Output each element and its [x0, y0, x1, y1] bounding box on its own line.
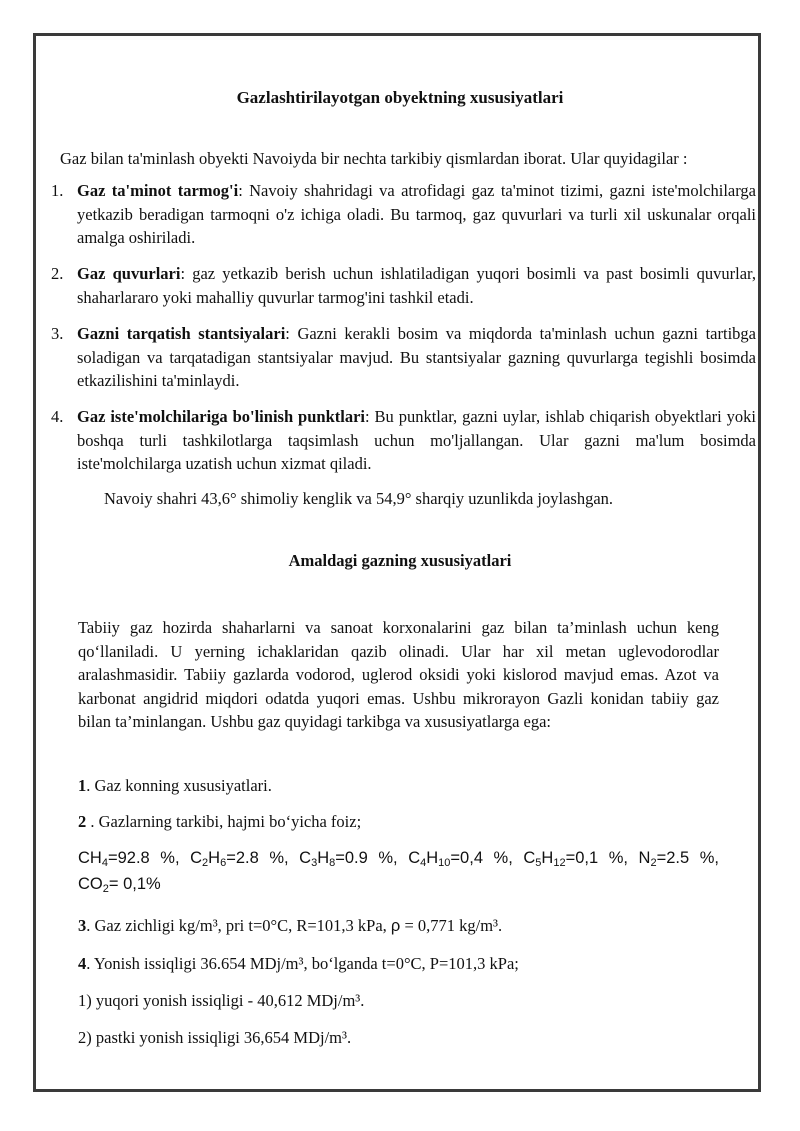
list-item-heading: Gaz ta'minot tarmog'i — [77, 181, 239, 200]
list-item-heading: Gazni tarqatish stantsiyalari — [77, 324, 286, 343]
list-number: 3. — [51, 324, 64, 343]
list-number: 4. — [51, 407, 64, 426]
gas-composition-line — [78, 846, 719, 871]
intro-paragraph: Gaz bilan ta'minlash obyekti Navoiyda bir nechta tarkibiy qismlardan iborat. Ular quyidagilar : — [60, 149, 688, 168]
property-2 — [78, 810, 718, 834]
list-item-text: : Gazni kerakli bosim va miqdorda ta'minlash uchun gazni tartibga soladigan va tarqatadigan stantsiyalar mavjud. Bu stantsiyalar gazning quvurlarga tegishli bosimda etkazilishini ta'minlaydi. — [77, 324, 756, 390]
component-co2: $CO_2= 0,1\%$ — [78, 875, 161, 895]
property-text: . Gazlarning tarkibi, hajmi bo‘yicha foiz; — [86, 812, 362, 831]
rho-symbol: ρ — [390, 917, 401, 935]
property-number: 2 — [78, 812, 87, 831]
document-page — [33, 33, 761, 1092]
property-text: = 0,771 kg/m³. — [400, 916, 503, 935]
component-c3h8: $C_3H_8=0.9$ %, — [299, 849, 409, 869]
list-item — [51, 262, 756, 309]
list-item-body — [77, 405, 756, 476]
property-number: 1 — [78, 776, 87, 795]
description-paragraph: Tabiiy gaz hozirda shaharlarni va sanoat korxonalarini gaz bilan ta’minlash uchun keng qo‘llaniladi. U yerning ichaklaridan qazib olinadi. Ular har xil metan uglevodorodlar aralashmasidir. Tabiiy gazlarda vodorod, uglerod oksidi yoki kislorod mavjud emas. Azot va karbonat angidrid miqdori odatda yuqori emas. Ushbu mikrorayon Gazli konidan tabiiy gaz bilan ta’minlangan. Ushbu gaz quyidagi tarkibga va xususiyatlarga ega: — [78, 618, 719, 731]
property-text: . Yonish issiqligi 36.654 MDj/m³, bo‘lganda t=0°C, P=101,3 kPa; — [86, 954, 519, 973]
higher-heating-value: 1) yuqori yonish issiqligi - 40,612 MDj/m³. — [78, 991, 365, 1010]
property-number: 4 — [78, 954, 87, 973]
property-1 — [78, 774, 718, 798]
property-number: 3 — [78, 916, 87, 935]
list-item — [51, 405, 756, 475]
list-number: 2. — [51, 264, 64, 283]
list-item — [51, 179, 756, 249]
list-item — [51, 322, 756, 392]
list-item-body — [77, 322, 756, 393]
component-c5h12: $C_5H_{12}=0,1$ %, — [523, 849, 639, 869]
component-c4h10: $C_4H_{10}=0,4$ %, — [408, 849, 524, 869]
list-item-body — [77, 262, 756, 309]
location-paragraph: Navoiy shahri 43,6° shimoliy kenglik va 54,9° sharqiy uzunlikda joylashgan. — [104, 489, 614, 508]
component-ch4: $CH_4=92.8$ %, — [78, 849, 191, 869]
component-n2: $N_2=2.5$ %, — [638, 849, 719, 869]
lower-heating-value: 2) pastki yonish issiqligi 36,654 MDj/m³. — [78, 1028, 352, 1047]
document-title: Gazlashtirilayotgan obyektning xususiyatlari — [236, 88, 564, 107]
property-4 — [78, 952, 718, 976]
property-text: . Gaz zichligi kg/m³, pri t=0°C, R=101,3 kPa, — [86, 916, 391, 935]
list-number: 1. — [51, 181, 64, 200]
section-subtitle: Amaldagi gazning xususiyatlari — [288, 551, 512, 570]
property-text: . Gaz konning xususiyatlari. — [86, 776, 272, 795]
list-item-heading: Gaz quvurlari — [77, 264, 181, 283]
component-c2h6: $C_2H_6=2.8$ %, — [190, 849, 300, 869]
list-item-text: : gaz yetkazib berish uchun ishlatiladigan yuqori bosimli va past bosimli quvurlar, shaharlararo yoki mahalliy quvurlar tarmog'ini tashkil etadi. — [77, 264, 756, 307]
property-3 — [78, 914, 718, 939]
list-item-heading: Gaz iste'molchilariga bo'linish punktlari — [77, 407, 366, 426]
list-item-body — [77, 179, 756, 250]
list-item-text: : Bu punktlar, gazni uylar, ishlab chiqarish obyektlari yoki boshqa turli tashkilotlarga taqsimlash uchun mo'ljallangan. Ular gazni ma'lum bosimda iste'molchilarga uzatish uchun xizmat qiladi. — [77, 407, 757, 473]
list-item-text: : Navoiy shahridagi va atrofidagi gaz ta'minot tizimi, gazni iste'molchilarga yetkazib beradigan tarmoqni o'z ichiga oladi. Bu tarmoq, gaz quvurlari va turli xil uskunalar orqali amalga oshiriladi. — [77, 181, 757, 247]
